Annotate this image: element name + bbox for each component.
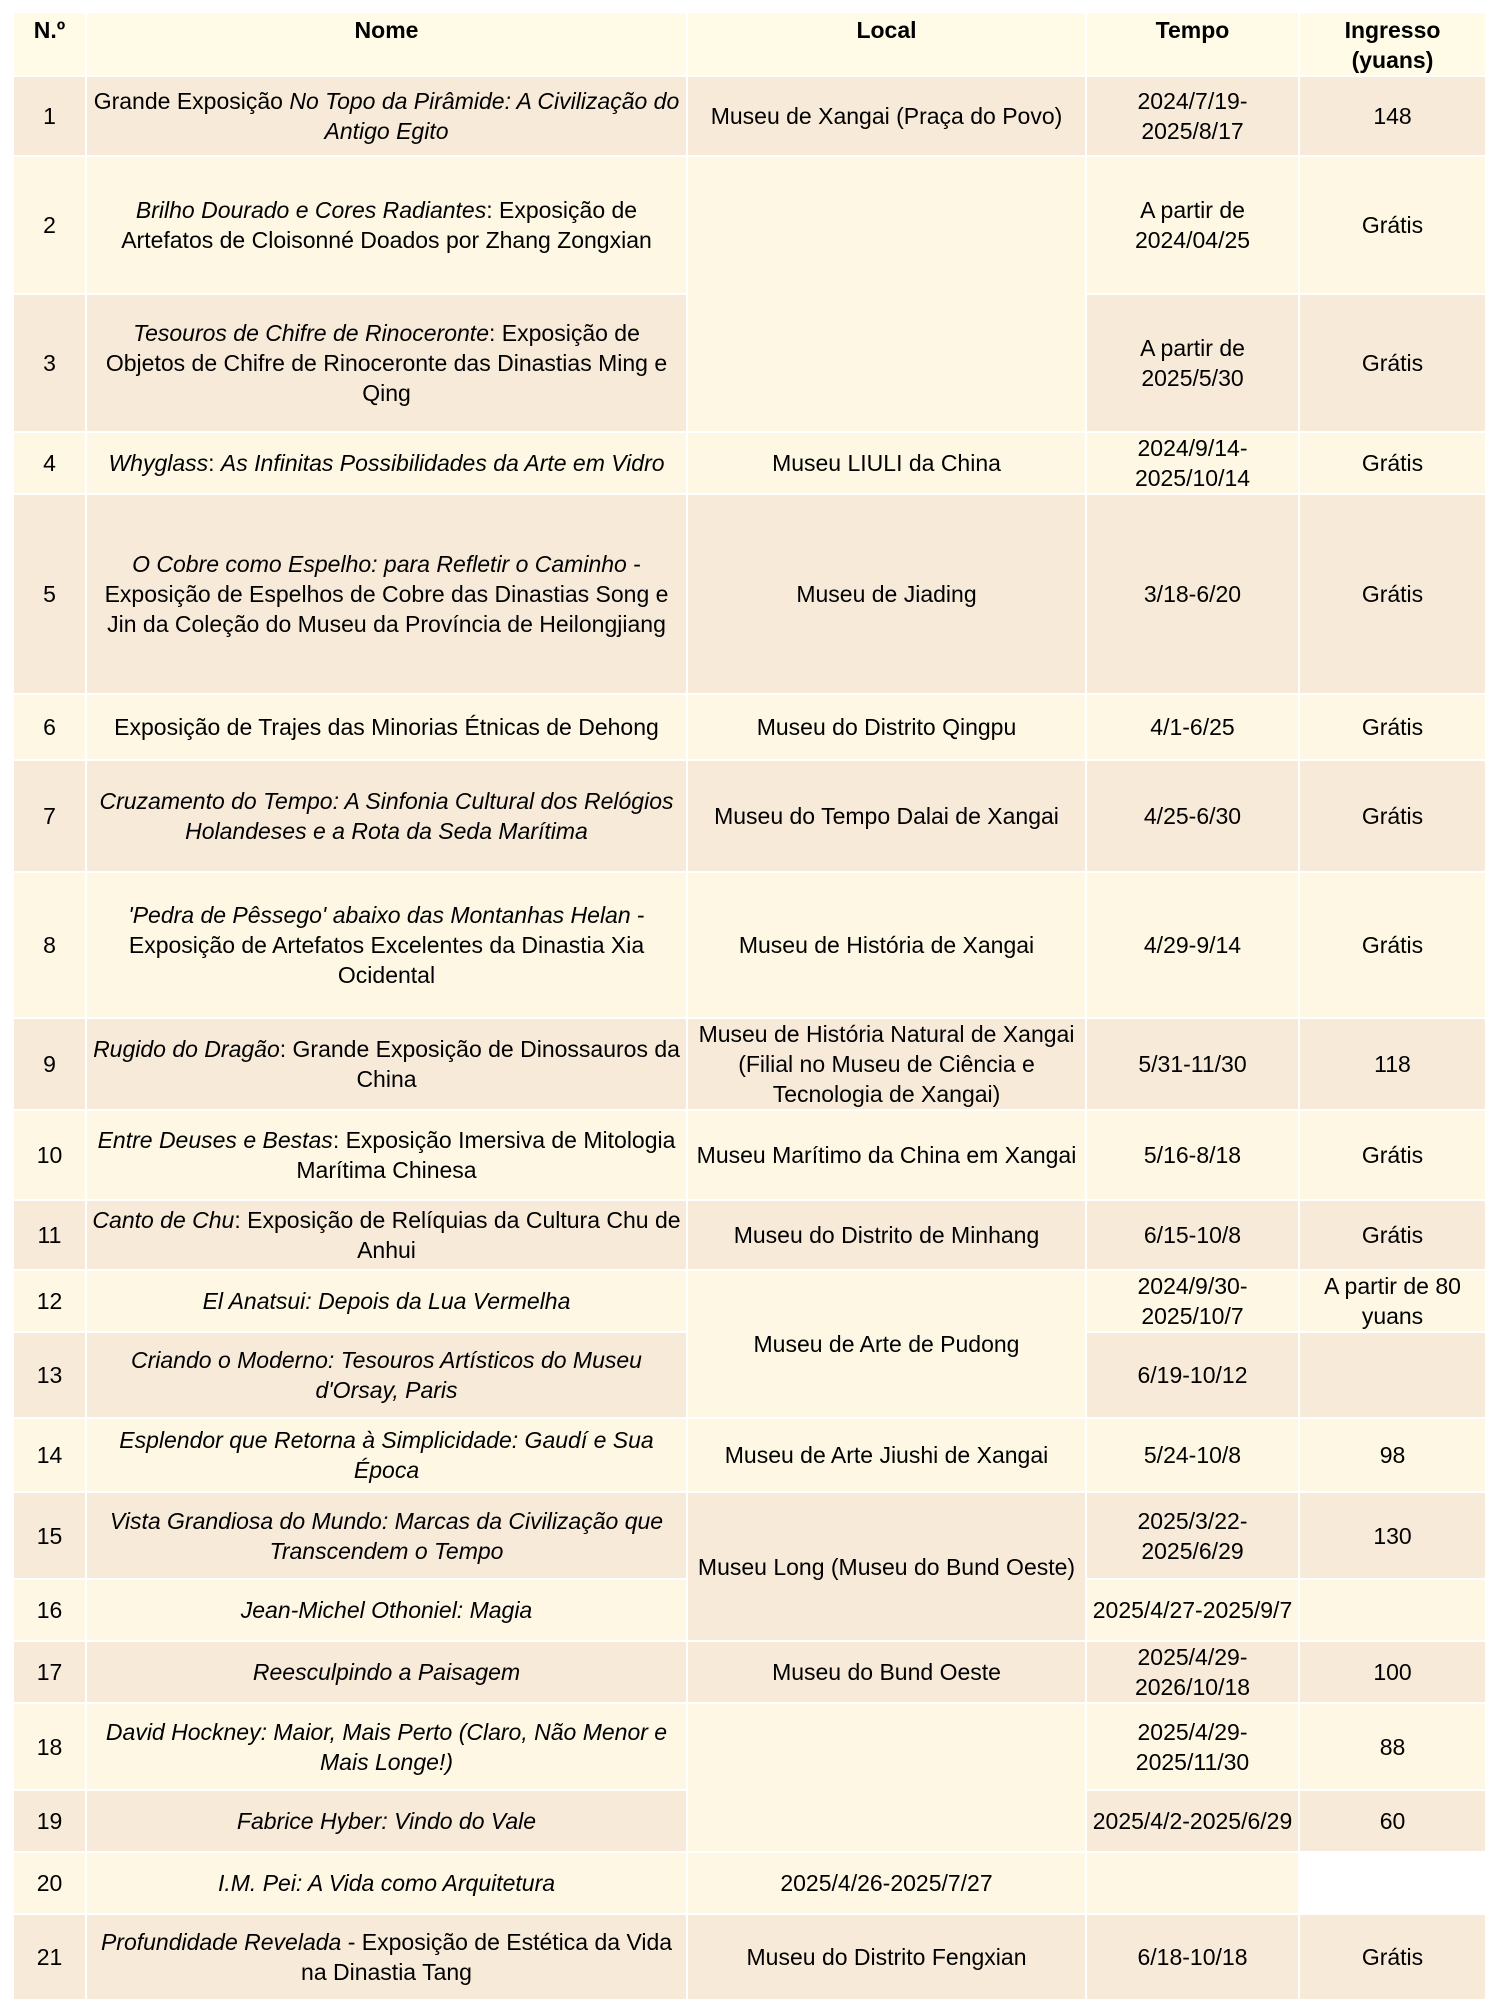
exhibition-ticket: Grátis <box>1299 1914 1486 2000</box>
row-number: 20 <box>13 1852 86 1914</box>
table-body <box>13 76 1486 2000</box>
table-row <box>13 494 1486 694</box>
exhibition-name-part: : Grande Exposição de Dinossauros da China <box>279 1036 680 1092</box>
table-row <box>13 1492 1486 1579</box>
row-number: 17 <box>13 1641 86 1703</box>
table-row <box>13 1418 1486 1492</box>
row-number: 7 <box>13 760 86 872</box>
row-number: 1 <box>13 76 86 156</box>
exhibition-ticket <box>1299 1579 1486 1641</box>
exhibition-ticket <box>1086 1852 1299 1914</box>
exhibition-name <box>86 1579 687 1641</box>
exhibition-time: 6/15-10/8 <box>1086 1200 1299 1270</box>
exhibition-ticket: 130 <box>1299 1492 1486 1579</box>
exhibition-location <box>687 156 1086 432</box>
header-row <box>13 12 1486 76</box>
exhibition-name-part: 'Pedra de Pêssego' abaixo das Montanhas Helan <box>128 902 631 928</box>
row-number: 5 <box>13 494 86 694</box>
exhibition-name <box>86 1418 687 1492</box>
header-location: Local <box>687 12 1086 76</box>
exhibition-ticket: Grátis <box>1299 872 1486 1018</box>
exhibition-location: Museu do Distrito de Minhang <box>687 1200 1086 1270</box>
row-number: 2 <box>13 156 86 294</box>
exhibition-ticket: Grátis <box>1299 760 1486 872</box>
exhibition-ticket <box>1299 1332 1486 1418</box>
exhibition-location: Museu Long (Museu do Bund Oeste) <box>687 1492 1086 1641</box>
exhibition-name <box>86 1332 687 1418</box>
exhibition-name-part: Rugido do Dragão <box>93 1036 280 1062</box>
exhibition-name <box>86 494 687 694</box>
table-row <box>13 1641 1486 1703</box>
exhibition-time: 2025/3/22-2025/6/29 <box>1086 1492 1299 1579</box>
exhibition-time: 4/25-6/30 <box>1086 760 1299 872</box>
exhibition-name-part: : Exposição de Objetos de Chifre de Rinoceronte das Dinastias Ming e Qing <box>105 320 668 406</box>
row-number: 19 <box>13 1790 86 1852</box>
exhibition-name-part: : Exposição Imersiva de Mitologia Marítima Chinesa <box>296 1127 676 1183</box>
exhibition-ticket: A partir de 80 yuans <box>1299 1270 1486 1332</box>
exhibition-time: A partir de 2025/5/30 <box>1086 294 1299 432</box>
exhibition-time: 2025/4/29-2025/11/30 <box>1086 1703 1299 1790</box>
exhibition-name <box>86 694 687 760</box>
row-number: 8 <box>13 872 86 1018</box>
exhibition-location: Museu de História de Xangai <box>687 872 1086 1018</box>
header-number: N.º <box>13 12 86 76</box>
exhibition-name-part: - Exposição de Artefatos Excelentes da Dinastia Xia Ocidental <box>128 902 645 988</box>
exhibition-name-part: Entre Deuses e Bestas <box>97 1127 333 1153</box>
exhibition-time: 2024/9/30-2025/10/7 <box>1086 1270 1299 1332</box>
exhibition-name-part: Fabrice Hyber: Vindo do Vale <box>236 1808 537 1834</box>
exhibition-ticket: 98 <box>1299 1418 1486 1492</box>
exhibition-ticket: Grátis <box>1299 1110 1486 1200</box>
exhibition-name-part: Vista Grandiosa do Mundo: Marcas da Civilização que Transcendem o Tempo <box>109 1507 664 1564</box>
exhibition-ticket: Grátis <box>1299 494 1486 694</box>
row-number: 9 <box>13 1018 86 1110</box>
exhibition-ticket: Grátis <box>1299 156 1486 294</box>
exhibition-name-part: O Cobre como Espelho: para Refletir o Caminho <box>132 551 627 577</box>
table-row <box>13 156 1486 294</box>
exhibition-name <box>86 760 687 872</box>
exhibition-name <box>86 1790 687 1852</box>
exhibition-location: Museu de Xangai (Praça do Povo) <box>687 76 1086 156</box>
exhibition-time: 3/18-6/20 <box>1086 494 1299 694</box>
row-number: 13 <box>13 1332 86 1418</box>
exhibition-name-part: Criando o Moderno: Tesouros Artísticos do Museu d'Orsay, Paris <box>131 1347 642 1403</box>
table-row <box>13 1914 1486 2000</box>
exhibition-time: 5/31-11/30 <box>1086 1018 1299 1110</box>
exhibition-name-part: - Exposição de Estética da Vida na Dinastia Tang <box>301 1929 673 1985</box>
row-number: 10 <box>13 1110 86 1200</box>
exhibition-location: Museu de Jiading <box>687 494 1086 694</box>
header-name: Nome <box>86 12 687 76</box>
exhibition-time: 2025/4/27-2025/9/7 <box>1086 1579 1299 1641</box>
row-number: 14 <box>13 1418 86 1492</box>
exhibition-time: 2025/4/26-2025/7/27 <box>687 1852 1086 1914</box>
exhibition-name <box>86 872 687 1018</box>
exhibition-name-part: Profundidade Revelada <box>100 1929 342 1955</box>
exhibition-location: Museu de História Natural de Xangai (Filial no Museu de Ciência e Tecnologia de Xangai) <box>687 1018 1086 1110</box>
exhibition-name-part: As Infinitas Possibilidades da Arte em Vidro <box>220 450 665 476</box>
exhibition-location: Museu de Arte de Pudong <box>687 1270 1086 1418</box>
table-row <box>13 1852 1486 1914</box>
table-row <box>13 1200 1486 1270</box>
exhibition-name-part: Exposição de Trajes das Minorias Étnicas de Dehong <box>114 714 659 740</box>
row-number: 21 <box>13 1914 86 2000</box>
exhibition-name-part: I.M. Pei: A Vida como Arquitetura <box>217 1870 556 1896</box>
exhibition-name-part: Canto de Chu <box>92 1207 235 1233</box>
exhibition-ticket: 148 <box>1299 76 1486 156</box>
exhibition-location: Museu de Arte Jiushi de Xangai <box>687 1418 1086 1492</box>
exhibition-name <box>86 294 687 432</box>
exhibition-name <box>86 1270 687 1332</box>
exhibition-location <box>687 1703 1086 1852</box>
table-row <box>13 1703 1486 1790</box>
exhibition-location: Museu do Tempo Dalai de Xangai <box>687 760 1086 872</box>
table-row <box>13 1110 1486 1200</box>
row-number: 4 <box>13 432 86 494</box>
exhibition-name-part: : <box>208 450 221 476</box>
exhibition-name <box>86 1018 687 1110</box>
row-number: 15 <box>13 1492 86 1579</box>
exhibition-ticket: 118 <box>1299 1018 1486 1110</box>
exhibition-name-part: : Exposição de Relíquias da Cultura Chu de Anhui <box>234 1207 681 1263</box>
exhibition-time: 4/29-9/14 <box>1086 872 1299 1018</box>
exhibition-name <box>86 76 687 156</box>
exhibition-name-part: El Anatsui: Depois da Lua Vermelha <box>202 1288 571 1314</box>
exhibition-name-part: Esplendor que Retorna à Simplicidade: Gaudí e Sua Época <box>119 1427 654 1483</box>
exhibition-time: 2025/4/2-2025/6/29 <box>1086 1790 1299 1852</box>
exhibition-location: Museu LIULI da China <box>687 432 1086 494</box>
exhibition-time: A partir de 2024/04/25 <box>1086 156 1299 294</box>
row-number: 6 <box>13 694 86 760</box>
exhibition-name-part: David Hockney: Maior, Mais Perto (Claro, Não Menor e Mais Longe!) <box>105 1718 668 1775</box>
exhibition-ticket: Grátis <box>1299 294 1486 432</box>
exhibition-time: 6/19-10/12 <box>1086 1332 1299 1418</box>
table-row <box>13 1018 1486 1110</box>
exhibition-name <box>86 1852 687 1914</box>
exhibition-name <box>86 1110 687 1200</box>
exhibition-time: 6/18-10/18 <box>1086 1914 1299 2000</box>
exhibition-ticket: 88 <box>1299 1703 1486 1790</box>
exhibition-name-part: No Topo da Pirâmide: A Civilização do Antigo Egito <box>289 88 680 144</box>
exhibition-name <box>86 1492 687 1579</box>
row-number: 3 <box>13 294 86 432</box>
exhibition-name-part: - Exposição de Espelhos de Cobre das Dinastias Song e Jin da Coleção do Museu da Província de Heilongjiang <box>104 551 669 637</box>
exhibition-name-part: Reesculpindo a Paisagem <box>252 1659 521 1685</box>
exhibition-time: 2024/7/19-2025/8/17 <box>1086 76 1299 156</box>
header-time: Tempo <box>1086 12 1299 76</box>
table-row <box>13 432 1486 494</box>
exhibition-location: Museu Marítimo da China em Xangai <box>687 1110 1086 1200</box>
exhibition-name-part: Whyglass <box>108 450 209 476</box>
row-number: 12 <box>13 1270 86 1332</box>
exhibition-name <box>86 1914 687 2000</box>
table-row <box>13 760 1486 872</box>
row-number: 18 <box>13 1703 86 1790</box>
exhibition-location: Museu do Distrito Fengxian <box>687 1914 1086 2000</box>
row-number: 11 <box>13 1200 86 1270</box>
exhibition-name-part: Tesouros de Chifre de Rinoceronte <box>133 320 489 346</box>
exhibition-name <box>86 1641 687 1703</box>
exhibition-name-part: Cruzamento do Tempo: A Sinfonia Cultural dos Relógios Holandeses e a Rota da Seda Marítima <box>99 788 674 844</box>
exhibition-ticket: Grátis <box>1299 432 1486 494</box>
exhibition-time: 2025/4/29-2026/10/18 <box>1086 1641 1299 1703</box>
exhibition-name-part: Jean-Michel Othoniel: Magia <box>240 1597 533 1623</box>
exhibition-ticket: 100 <box>1299 1641 1486 1703</box>
exhibition-ticket: Grátis <box>1299 1200 1486 1270</box>
exhibition-time: 2024/9/14-2025/10/14 <box>1086 432 1299 494</box>
exhibition-time: 5/16-8/18 <box>1086 1110 1299 1200</box>
row-number: 16 <box>13 1579 86 1641</box>
exhibition-ticket: 60 <box>1299 1790 1486 1852</box>
exhibition-location: Museu do Distrito Qingpu <box>687 694 1086 760</box>
table-row <box>13 694 1486 760</box>
exhibition-location: Museu do Bund Oeste <box>687 1641 1086 1703</box>
exhibitions-table <box>12 11 1487 2001</box>
exhibition-name <box>86 156 687 294</box>
exhibition-name-part: Brilho Dourado e Cores Radiantes <box>135 197 487 223</box>
exhibition-name-part: Grande Exposição <box>93 88 290 114</box>
exhibition-name <box>86 432 687 494</box>
exhibition-name-part: : Exposição de Artefatos de Cloisonné Doados por Zhang Zongxian <box>121 197 652 253</box>
exhibition-ticket: Grátis <box>1299 694 1486 760</box>
header-ticket: Ingresso (yuans) <box>1299 12 1486 76</box>
exhibition-time: 5/24-10/8 <box>1086 1418 1299 1492</box>
exhibition-name <box>86 1200 687 1270</box>
table-row <box>13 1270 1486 1332</box>
exhibition-name <box>86 1703 687 1790</box>
exhibition-time: 4/1-6/25 <box>1086 694 1299 760</box>
table-row <box>13 872 1486 1018</box>
table-row <box>13 76 1486 156</box>
